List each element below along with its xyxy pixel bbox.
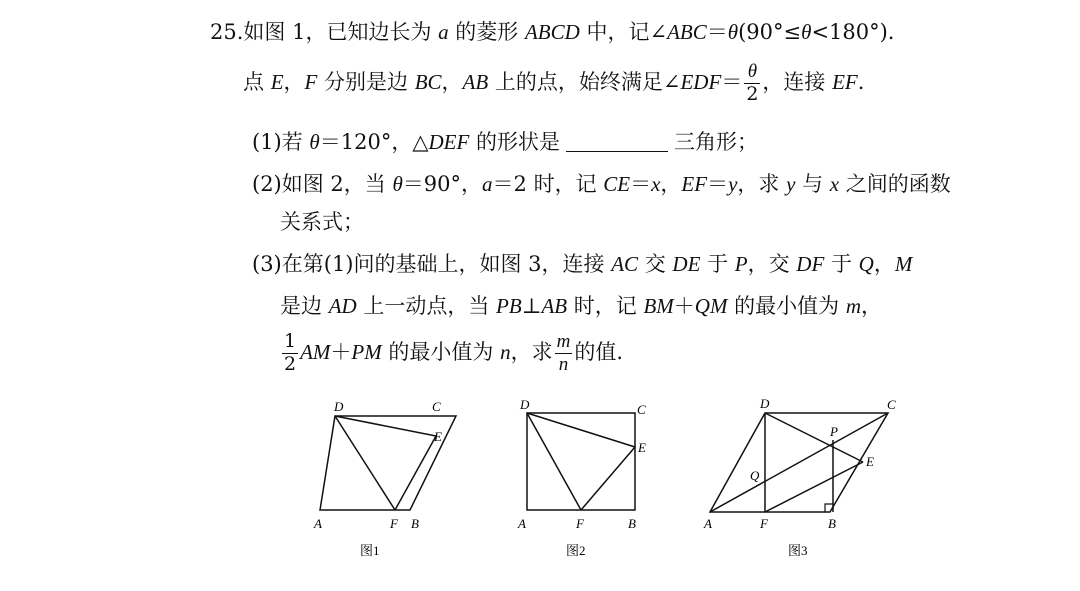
text: ， [441,69,463,94]
denominator: 2 [284,352,297,375]
text: ， [283,69,305,94]
var: P [734,252,748,276]
var: CE [603,172,631,196]
var: a [482,172,493,196]
text: (1)若 [252,130,310,154]
text: 的形状是 [469,130,560,154]
label-a: A [518,516,526,531]
text: 的菱形 [448,20,525,44]
var: a [438,20,449,44]
segment-ef [765,462,863,512]
label-c: C [887,397,896,412]
text: 的最小值为 [381,339,501,364]
text: 三角形； [674,130,758,154]
var: θ [727,20,739,44]
var: x [829,172,840,196]
numerator: θ [744,62,760,84]
var: DF [796,252,825,276]
segment-df [335,416,395,510]
label-f: F [760,516,768,531]
text: 分别是边 [317,69,415,94]
label-p: P [830,424,838,439]
segment-ef [581,447,635,510]
var: ABCD [524,20,580,44]
figure-3-geometry [710,413,888,512]
text: 于 [824,252,859,276]
text: <180°). [811,20,895,44]
text: ，交 [747,252,797,276]
text: (3)在第(1)问的基础上，如图 3，连接 [252,252,612,276]
numerator: m [556,331,571,352]
text: 关系式； [280,210,364,234]
text: ， [660,172,682,196]
text: ＝90°， [402,172,483,196]
denominator: n [558,353,569,375]
text: ＋ [673,294,695,318]
text: 上一动点，当 [356,294,497,318]
text: ＝2 时，记 [492,172,604,196]
var: Q [858,252,874,276]
label-a: A [704,516,712,531]
denominator: 2 [746,82,759,105]
var: DE [672,252,701,276]
text: ＝ [707,172,729,196]
square-abcd [527,413,635,510]
label-c: C [637,402,646,417]
var: PM [351,339,382,364]
var: m [845,294,861,318]
label-d: D [520,397,530,412]
text: ， [873,252,895,276]
text: 中，记∠ [579,20,668,44]
figure-2-geometry [527,413,635,510]
figure-1-caption: 图1 [360,543,380,558]
var: BC [414,69,442,94]
label-d: D [334,399,344,414]
text: 与 [795,172,830,196]
text: ＋ [330,339,352,364]
var: y [786,172,796,196]
label-e: E [434,429,442,444]
text: 时，记 [567,294,644,318]
text: 的值. [574,339,624,364]
text: 的最小值为 [727,294,846,318]
label-b: B [828,516,836,531]
label-d: D [760,396,770,411]
text: ＝ [721,69,743,94]
text: 点 [243,69,271,94]
text: ，连接 [762,69,833,94]
label-c: C [432,399,441,414]
var: AB [541,294,568,318]
figure-3-caption: 图3 [788,543,808,558]
var: y [728,172,738,196]
text: 上的点，始终满足∠ [488,69,681,94]
var: θ [309,130,320,154]
var: DEF [428,130,470,154]
text: 之间的函数 [839,172,951,196]
var: x [651,172,661,196]
var: PB [496,294,522,318]
var: θ [801,20,812,44]
var: AM [300,339,331,364]
segment-de [335,416,436,436]
var: M [894,252,913,276]
text: ＝120°，△ [319,130,429,154]
var: AD [328,294,357,318]
text: ＝ [706,20,728,44]
text: 于 [700,252,735,276]
var: θ [392,172,403,196]
text: ⊥ [521,294,542,318]
text: ， [861,294,882,318]
text: ，求 [737,172,787,196]
label-b: B [411,516,419,531]
label-f: F [576,516,584,531]
var: EF [681,172,708,196]
text: ，求 [510,339,553,364]
var: F [304,69,318,94]
figure-2-caption: 图2 [566,543,586,558]
text: (2)如图 2，当 [252,172,393,196]
var: ABC [667,20,707,44]
var: QM [694,294,728,318]
text: 交 [638,252,673,276]
text: 如图 1，已知边长为 [243,20,439,44]
text: ＝ [630,172,652,196]
label-a: A [314,516,322,531]
var: EF [832,69,858,94]
label-e: E [866,454,874,469]
label-q: Q [750,468,760,483]
var: n [500,339,511,364]
var: E [270,69,284,94]
numerator: 1 [284,330,297,352]
var: EDF [680,69,722,94]
var: BM [643,294,674,318]
label-f: F [390,516,398,531]
text: 是边 [280,294,329,318]
text: . [857,69,865,94]
label-b: B [628,516,636,531]
text: (90°≤ [738,20,802,44]
problem-number: 25. [210,20,244,44]
var: AC [611,252,639,276]
label-e: E [638,440,646,455]
var: AB [462,69,489,94]
